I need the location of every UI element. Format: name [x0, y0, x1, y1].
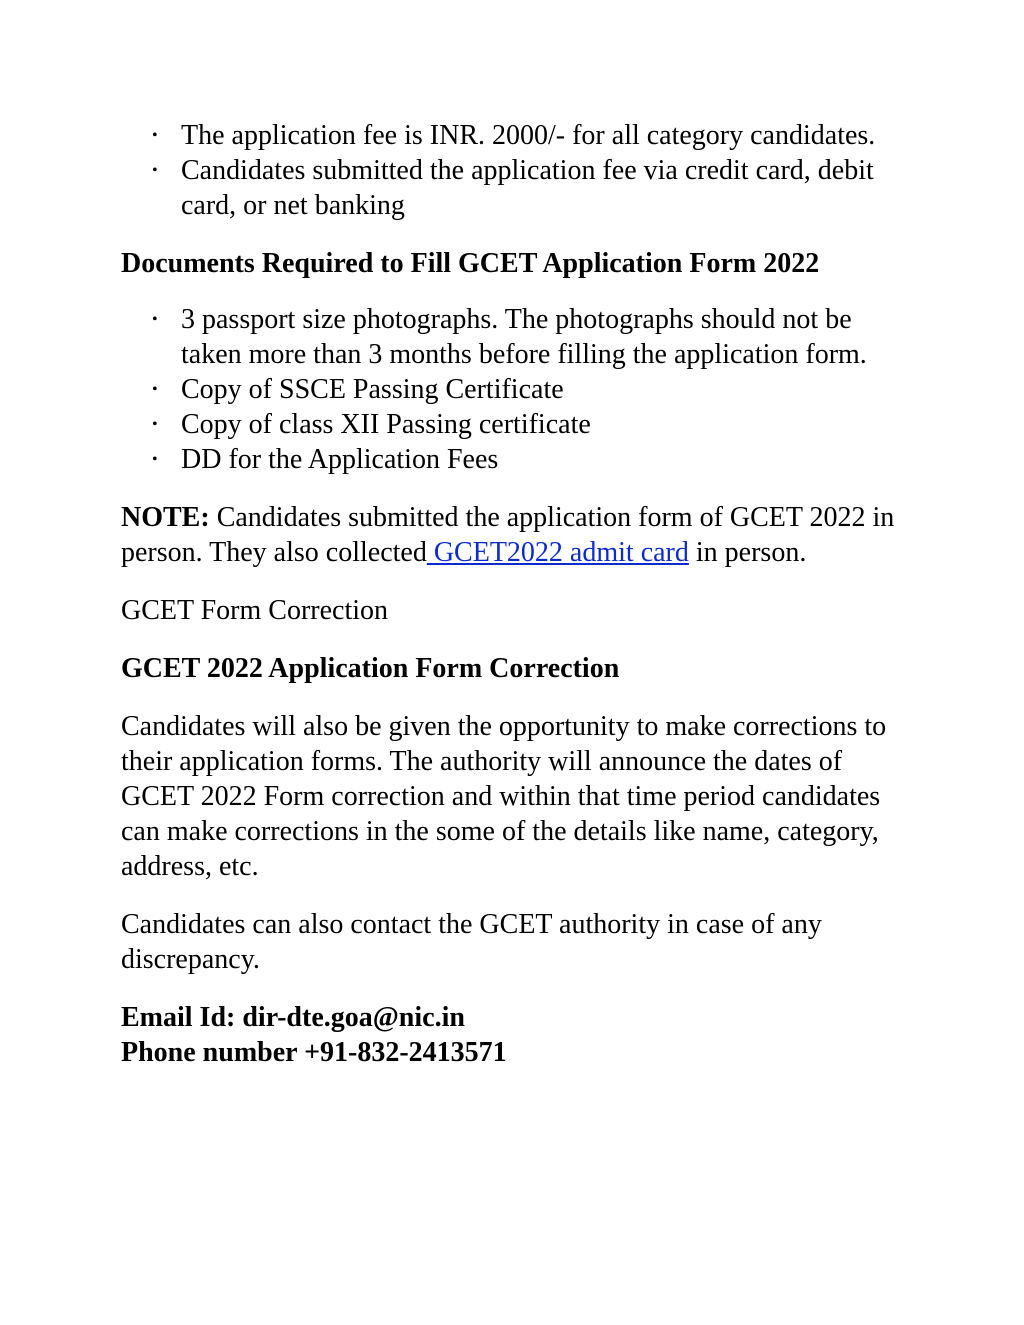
document-page [121, 118, 911, 1070]
bullet-icon: • [152, 451, 158, 468]
list-item-text: Copy of SSCE Passing Certificate [181, 374, 564, 405]
bullet-icon: • [152, 381, 158, 398]
documents-heading: Documents Required to Fill GCET Application Form 2022 [121, 248, 820, 279]
email-line: Email Id: dir-dte.goa@nic.in [121, 1002, 465, 1033]
note-label: NOTE: [121, 502, 210, 533]
bullet-icon: • [152, 127, 158, 144]
list-item [152, 302, 911, 372]
bullet-icon: • [152, 311, 158, 328]
correction-heading: GCET 2022 Application Form Correction [121, 653, 620, 684]
list-item [152, 153, 911, 223]
list-item [152, 442, 911, 477]
note-paragraph [121, 500, 911, 570]
note-text: Candidates submitted the application form of GCET 2022 in person. They also collected [121, 502, 895, 568]
contact-details [121, 1000, 911, 1070]
bullet-icon: • [152, 416, 158, 433]
note-text-end: in person. [688, 537, 807, 568]
list-item-text: Copy of class XII Passing certificate [181, 409, 591, 440]
list-item [152, 118, 911, 153]
contact-paragraph: Candidates can also contact the GCET authority in case of any discrepancy. [121, 909, 822, 975]
bullet-icon: • [152, 162, 158, 179]
list-item-text: DD for the Application Fees [181, 444, 499, 475]
admit-card-link[interactable]: GCET2022 admit card [426, 537, 689, 568]
list-item-text: The application fee is INR. 2000/- for all category candidates. [181, 120, 876, 151]
correction-paragraph: Candidates will also be given the opportunity to make corrections to their application forms. The authority will announce the dates of GCET 2022 Form correction and within that time period candidates can make corrections in the some of the details like name, category, address, etc. [121, 711, 887, 882]
list-item [152, 407, 911, 442]
phone-line: Phone number +91-832-2413571 [121, 1037, 507, 1068]
list-item-text: 3 passport size photographs. The photographs should not be taken more than 3 months before filling the application form. [181, 304, 867, 370]
list-item [152, 372, 911, 407]
form-correction-text: GCET Form Correction [121, 595, 389, 626]
fee-list [121, 118, 911, 223]
documents-list [121, 302, 911, 477]
list-item-text: Candidates submitted the application fee via credit card, debit card, or net banking [181, 155, 874, 221]
